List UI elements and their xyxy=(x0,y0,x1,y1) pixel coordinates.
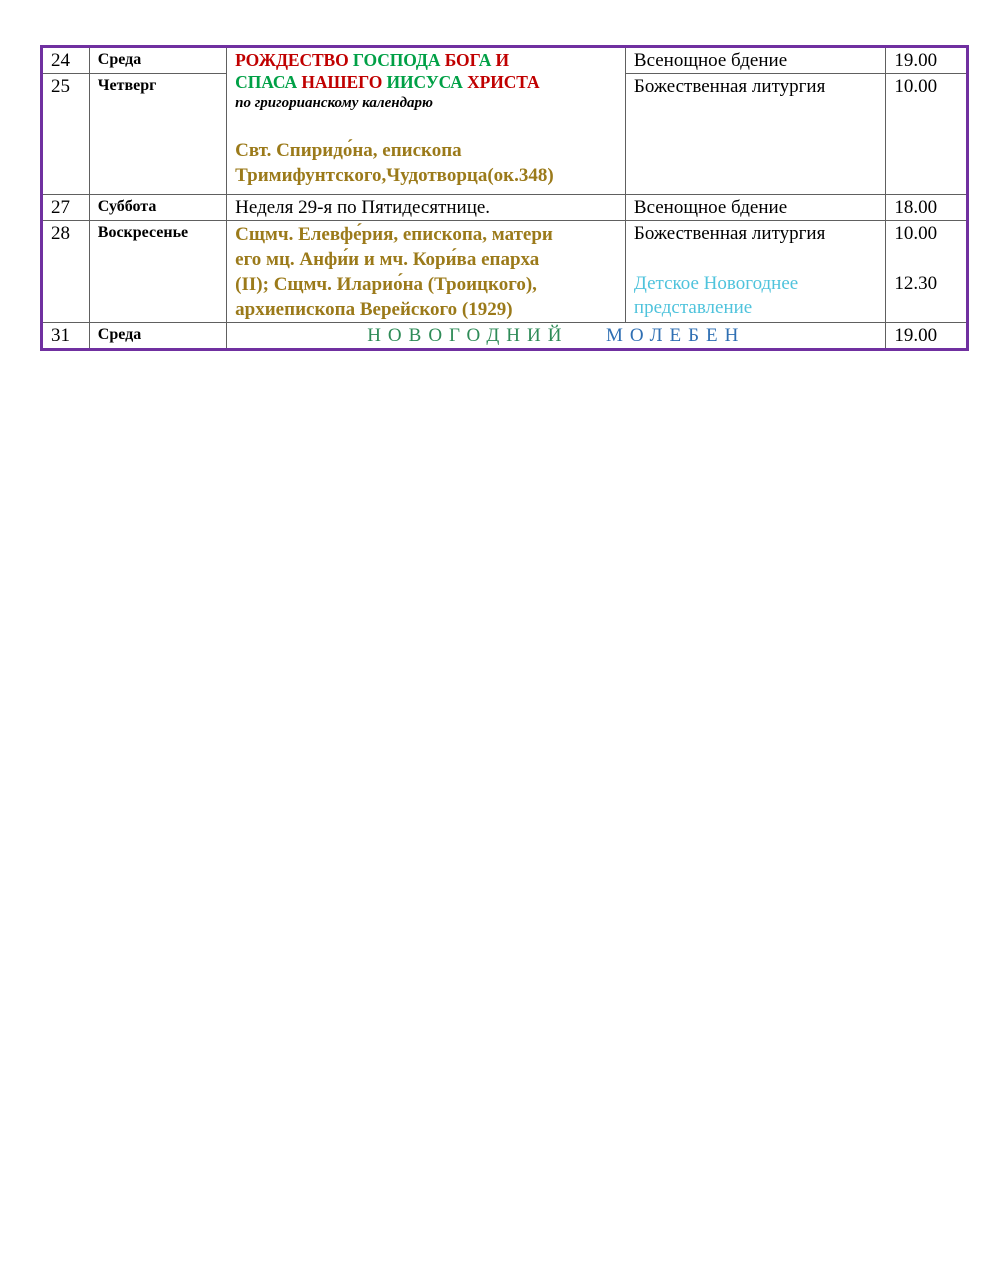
time-cell: 19.00 xyxy=(886,47,968,74)
weekday-cell: Среда xyxy=(89,47,226,74)
weekday-cell: Четверг xyxy=(89,74,226,195)
time-cell: 18.00 xyxy=(886,195,968,221)
time-cell: 19.00 xyxy=(886,323,968,350)
weekday-cell: Воскресенье xyxy=(89,221,226,323)
calendar-note: по григорианскому календарю xyxy=(235,95,433,111)
weekday-cell: Суббота xyxy=(89,195,226,221)
kids-event: Детское Новогоднее представление xyxy=(633,273,799,318)
saint-line: Свт. Спиридо́на, епископа xyxy=(235,140,462,161)
time-cell: 10.00 12.30 xyxy=(886,221,968,323)
date-cell: 28 xyxy=(42,221,90,323)
nativity-title: РОЖДЕСТВО ГОСПОДА БОГА И СПАСА НАШЕГО ИИСУСА ХРИСТА xyxy=(235,50,540,92)
service-cell: Всенощное бдение xyxy=(625,47,885,74)
weekday-cell: Среда xyxy=(89,323,226,350)
saint-line: (II); Сщмч. Иларио́на (Троицкого), xyxy=(235,274,537,295)
date-cell: 31 xyxy=(42,323,90,350)
table-row xyxy=(42,47,968,74)
date-cell: 25 xyxy=(42,74,90,195)
table-row xyxy=(42,323,968,350)
date-cell: 24 xyxy=(42,47,90,74)
feast-cell xyxy=(227,47,626,195)
service-cell: Божественная литургия xyxy=(625,74,885,195)
saint-line: его мц. Анфи́и и мч. Кори́ва епарха xyxy=(235,249,540,270)
table-row xyxy=(42,221,968,323)
schedule-table xyxy=(40,45,969,351)
feast-cell xyxy=(227,221,626,323)
table-row xyxy=(42,195,968,221)
feast-cell: Неделя 29-я по Пятидесятнице. xyxy=(227,195,626,221)
saint-line: Сщмч. Елевфе́рия, епископа, матери xyxy=(235,224,553,245)
saint-line: архиепископа Верейского (1929) xyxy=(235,299,513,320)
service-cell: Божественная литургия Детское Новогоднее представление xyxy=(625,221,885,323)
time-cell: 10.00 xyxy=(886,74,968,195)
saint-line: Тримифунтского,Чудотворца(ок.348) xyxy=(235,165,554,186)
date-cell: 27 xyxy=(42,195,90,221)
new-year-prayer: НОВОГОДНИЙ МОЛЕБЕН xyxy=(227,323,886,350)
service-cell: Всенощное бдение xyxy=(625,195,885,221)
